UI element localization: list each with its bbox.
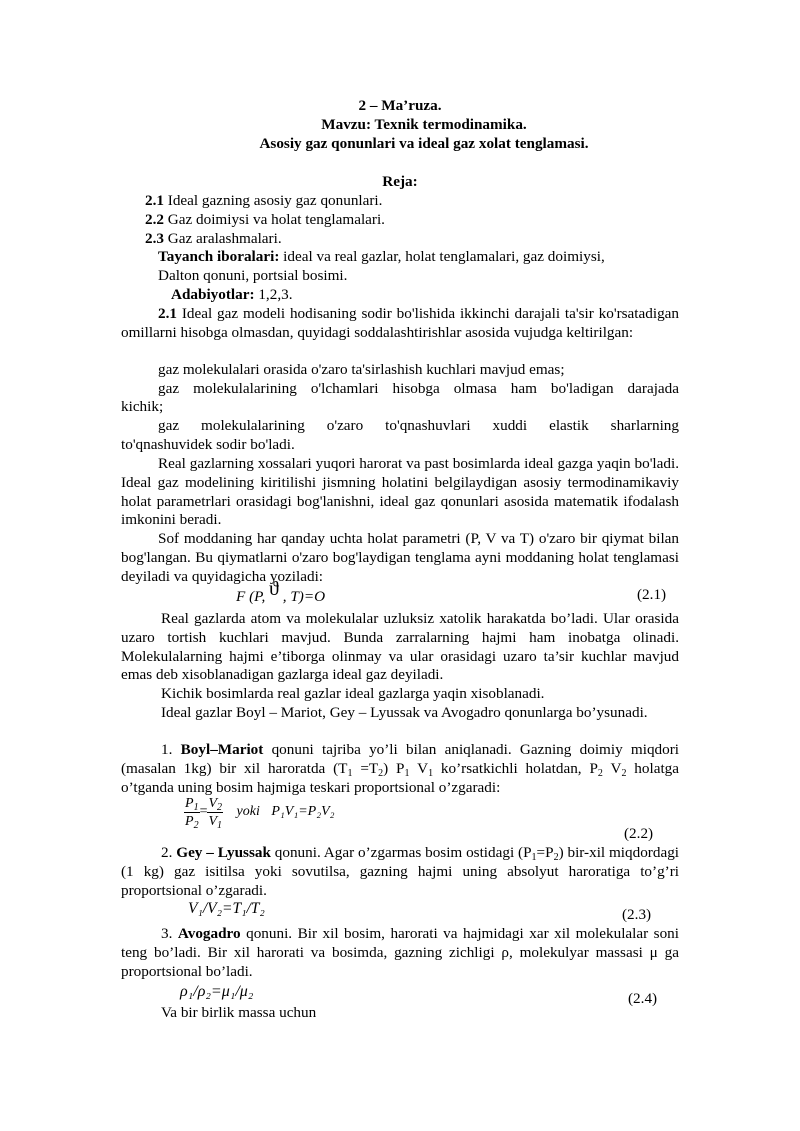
boyle-mariotte-paragraph bbox=[121, 741, 679, 797]
pressure-ratio bbox=[184, 795, 200, 830]
law-text: V bbox=[409, 759, 429, 777]
simplification-item-3: gaz molekulalarining o'zaro to'qnashuvlari xuddi elastik sharlarning bbox=[158, 417, 679, 434]
subscript: 2 bbox=[597, 767, 603, 779]
equation-2-3: V₁/V₂=T₁/T₂ bbox=[188, 900, 265, 917]
plan-item bbox=[145, 211, 385, 230]
section-intro-text: Ideal gaz modeli hodisaning sodir bo'lishida ikkinchi darajali ta'sir ko'rsatadigan omillarni hisobga olmasdan, quyidagi soddalashtirishlar asosida vujudga keltirilgan: bbox=[121, 305, 679, 341]
equation-connector: yoki bbox=[236, 804, 260, 820]
law-name: Avogadro bbox=[177, 925, 241, 942]
equals-sign: = bbox=[199, 804, 208, 820]
law-number: 1. bbox=[161, 741, 181, 758]
plan-item-number: 2.2 bbox=[145, 211, 164, 228]
equation-number: (2.2) bbox=[624, 825, 654, 842]
law-text: qonuni. Agar o’zgarmas bosim ostidagi (P bbox=[270, 844, 532, 861]
symbol: V bbox=[208, 796, 218, 811]
state-parameters-paragraph: Sof moddaning har qanday uchta holat parametri (P, V va T) o'zaro bir qiymat bilan bog'langan. Bu qiymatlarni o'zaro bog'laydigan tenglama ayni moddaning holat tenglamasi deyiladi va quyidagicha yoziladi: bbox=[121, 530, 679, 585]
law-name: Boyl–Mariot bbox=[180, 741, 264, 758]
avogadro-paragraph bbox=[121, 925, 679, 981]
gay-lussac-paragraph bbox=[121, 844, 679, 900]
plan-title: Reja: bbox=[382, 173, 418, 190]
symbol: P bbox=[185, 814, 194, 829]
lecture-number: 2 – Ma’ruza. bbox=[358, 97, 442, 114]
subscript: 2 bbox=[621, 767, 627, 779]
lecture-topic: Mavzu: Texnik termodinamika. bbox=[321, 116, 527, 133]
law-text: =T bbox=[352, 759, 379, 777]
literature-label: Adabiyotlar: bbox=[171, 286, 255, 303]
subscript: 1 bbox=[531, 852, 537, 863]
equation-rhs: P₁V₁=P₂V₂ bbox=[271, 804, 335, 820]
law-number: 3. bbox=[161, 925, 178, 942]
real-gas-paragraph: Real gazlarning xossalari yuqori harorat va past bosimlarda ideal gazga yaqin bo'ladi. Ideal gaz modelining kiritilishi jismning holatini belgilaydigan asosiy termodinamikaviy holat parametrlari orasidagi bog'lanishni, ideal gaz qonunlari asosida matematik ifodalash imkonini beradi. bbox=[121, 455, 679, 529]
law-text: ko’rsatkichli holatdan, P bbox=[433, 759, 598, 777]
plan-item-text: Gaz aralashmalari. bbox=[163, 230, 282, 247]
keywords-line bbox=[158, 248, 605, 267]
low-pressure-paragraph: Kichik bosimlarda real gazlar ideal gazlarga yaqin xisoblanadi. bbox=[161, 685, 545, 702]
equation-number: (2.3) bbox=[622, 906, 652, 923]
subscript: 1 bbox=[193, 802, 199, 813]
subscript: 2 bbox=[217, 802, 223, 813]
section-number: 2.1 bbox=[158, 305, 177, 322]
equation-number: (2.1) bbox=[637, 586, 667, 603]
literature-line bbox=[171, 286, 293, 305]
law-text: holatga o’tganda uning bosim hajmiga teskari proportsional o’zgaradi: bbox=[121, 759, 680, 796]
literature-text: 1,2,3. bbox=[254, 286, 293, 303]
simplification-item-2-cont: kichik; bbox=[121, 398, 164, 415]
ideal-gas-laws-paragraph: Ideal gazlar Boyl – Mariot, Gey – Lyussak va Avogadro qonunlarga bo’ysunadi. bbox=[161, 704, 648, 721]
equation-text: , T)=O bbox=[278, 588, 326, 605]
lecture-subtitle: Asosiy gaz qonunlari va ideal gaz xolat tenglamasi. bbox=[259, 135, 589, 152]
real-gas-atoms-paragraph: Real gazlarda atom va molekulalar uzluksiz xatolik harakatda bo’ladi. Ular orasida uzaro tortish kuchlari mavjud. Bunda zarralarning hajmi ham inobatga olinadi. Molekulalarning hajmi e’tiborga olinmay va ular orasidagi uzaro ta’sir kuchlar mavjud emas deb xisoblanadigan gazlarga ideal gaz deyiladi. bbox=[121, 610, 679, 684]
simplification-item-2: gaz molekulalarining o'lchamlari hisobga olmasa ham bo'ladigan darajada bbox=[158, 380, 679, 397]
plan-item bbox=[145, 230, 282, 249]
section-intro-paragraph bbox=[121, 305, 679, 343]
plan-item-number: 2.1 bbox=[145, 192, 164, 209]
subscript: 1 bbox=[428, 767, 434, 779]
theta-symbol: ϑ bbox=[269, 578, 279, 600]
plan-item bbox=[145, 192, 382, 211]
equation-text: F (P, bbox=[236, 588, 270, 605]
symbol: P bbox=[185, 796, 194, 811]
equation-2-2 bbox=[184, 795, 334, 830]
law-text: V bbox=[602, 759, 622, 777]
subscript: 1 bbox=[217, 820, 223, 831]
law-text: ) bir-xil miqdordagi (1 kg) gaz isitilsa yoki sovutilsa, gazning hajmi uning absolyut haroratiga to’g’ri proportsional o’zgaradi. bbox=[121, 844, 680, 899]
symbol: V bbox=[208, 814, 218, 829]
closing-line: Va bir birlik massa uchun bbox=[161, 1004, 317, 1021]
keywords-text-continued: Dalton qonuni, portsial bosimi. bbox=[158, 267, 348, 284]
subscript: 2 bbox=[553, 852, 559, 863]
keywords-label: Tayanch iboralari: bbox=[158, 248, 280, 265]
subscript: 1 bbox=[404, 767, 410, 779]
plan-item-text: Ideal gazning asosiy gaz qonunlari. bbox=[163, 192, 383, 209]
equation-2-1 bbox=[236, 578, 326, 609]
subscript: 2 bbox=[193, 820, 199, 831]
law-text: ) P bbox=[383, 759, 405, 777]
equation-2-4: ρ₁/ρ₂=μ₁/μ₂ bbox=[180, 983, 254, 1000]
law-number: 2. bbox=[161, 844, 177, 861]
law-text: =P bbox=[536, 844, 554, 861]
law-text: qonuni. Bir xil bosim, harorati va hajmidagi xar xil molekulalar soni teng bo’ladi. Bir xil harorati va bosimda, gazning zichligi ρ, molekulyar massasi μ ga proportsional bo’ladi. bbox=[121, 925, 679, 980]
equation-number: (2.4) bbox=[628, 990, 658, 1007]
volume-ratio bbox=[207, 795, 223, 830]
plan-item-text: Gaz doimiysi va holat tenglamalari. bbox=[163, 211, 385, 228]
keywords-text: ideal va real gazlar, holat tenglamalari, gaz doimiysi, bbox=[279, 248, 605, 265]
simplification-item-1: gaz molekulalari orasida o'zaro ta'sirlashish kuchlari mavjud emas; bbox=[158, 361, 565, 378]
law-name: Gey – Lyussak bbox=[176, 844, 271, 861]
subscript: 1 bbox=[347, 767, 353, 779]
simplification-item-3-cont: to'qnashuvidek sodir bo'ladi. bbox=[121, 436, 295, 453]
subscript: 2 bbox=[378, 767, 384, 779]
plan-item-number: 2.3 bbox=[145, 230, 164, 247]
law-text: qonuni tajriba yo’li bilan aniqlanadi. Gazning doimiy miqdori (masalan 1kg) bir xil haroratda (T bbox=[121, 741, 680, 777]
